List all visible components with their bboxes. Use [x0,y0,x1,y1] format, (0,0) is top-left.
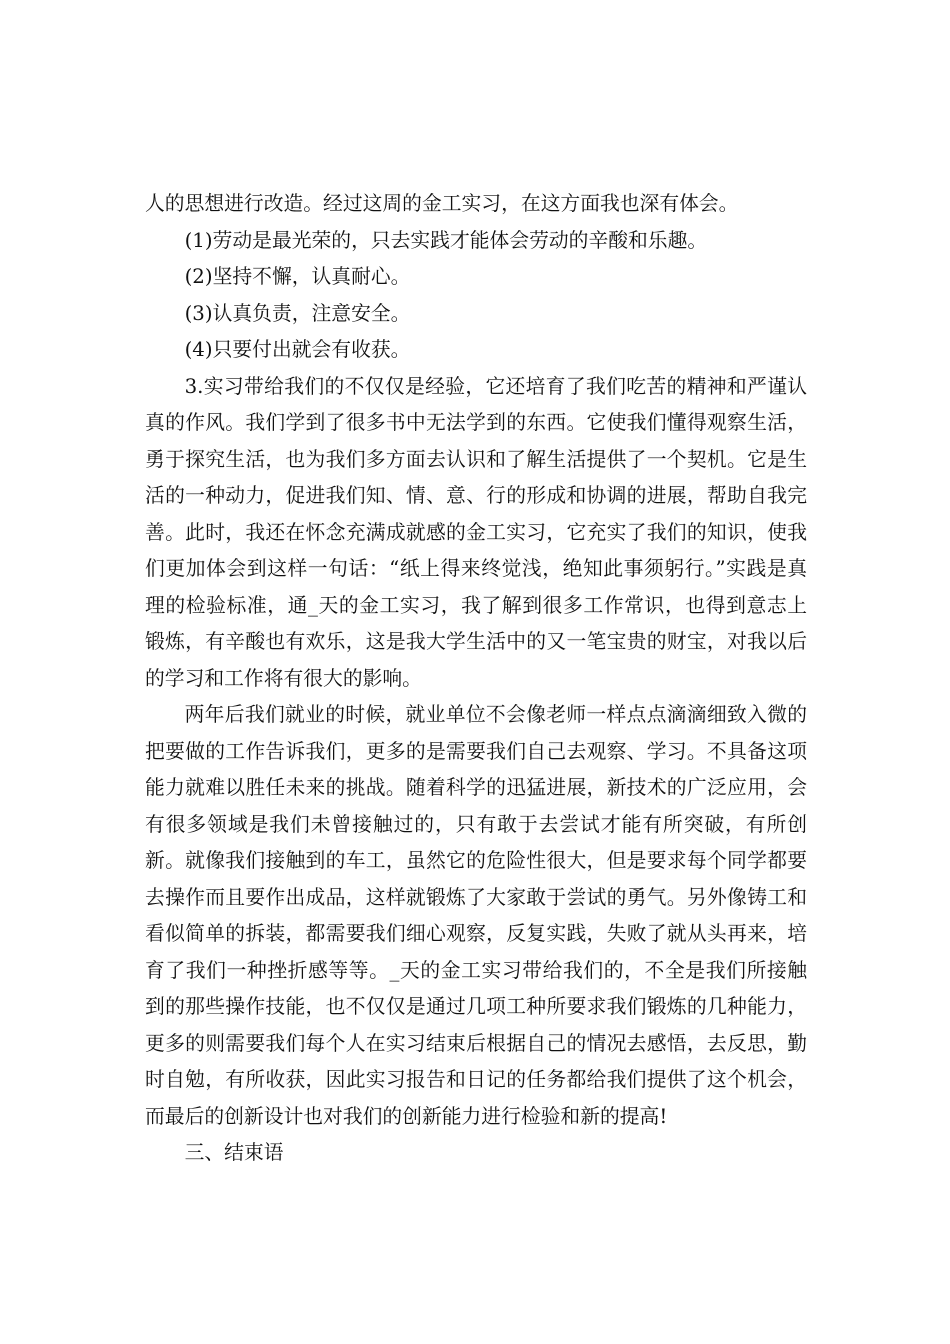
list-item-2: (2)坚持不懈，认真耐心。 [184,265,411,288]
section-heading-conclusion: 三、结束语 [184,1141,284,1164]
paragraph-continuation: 人的思想进行改造。经过这周的金工实习，在这方面我也深有体会。 [145,192,739,215]
list-item-3: (3)认真负责，注意安全。 [184,301,411,325]
list-item-4: (4)只要付出就会有收获。 [184,338,411,361]
paragraph-section-3: 3.实习带给我们的不仅仅是经验，它还培育了我们吃苦的精神和严谨认真的作风。我们学到了很多书中无法学到的东西。它使我们懂得观察生活，勇于探究生活，也为我们多方面去认识和了解生活提供了一个契机。它是生活的一种动力，促进我们知、情、意、行的形成和协调的进展，帮助自我完善。此时，我还在怀念充满成就感的金工实习，它充实了我们的知识，使我们更加体会到这样一句话：“纸上得来终觉浅，绝知此事须躬行。”实践是真理的检验标准，通_天的金工实习，我了解到很多工作常识，也得到意志上锻炼，有辛酸也有欢乐，这是我大学生活中的又一笔宝贵的财宝，对我以后的学习和工作将有很大的影响。 [145,374,807,690]
list-item-1: (1)劳动是最光荣的，只去实践才能体会劳动的辛酸和乐趣。 [184,228,708,252]
paragraph-employment: 两年后我们就业的时候，就业单位不会像老师一样点点滴滴细致入微的把要做的工作告诉我们，更多的是需要我们自己去观察、学习。不具备这项能力就难以胜任未来的挑战。随着科学的迅猛进展，新技术的广泛应用，会有很多领域是我们未曾接触过的，只有敢于去尝试才能有所突破，有所创新。就像我们接触到的车工，虽然它的危险性很大，但是要求每个同学都要去操作而且要作出成品，这样就锻炼了大家敢于尝试的勇气。另外像铸工和看似简单的拆装，都需要我们细心观察，反复实践，失败了就从头再来，培育了我们一种挫折感等等。_天的金工实习带给我们的，不全是我们所接触到的那些操作技能，也不仅仅是通过几项工种所要求我们锻炼的几种能力，更多的则需要我们每个人在实习结束后根据自己的情况去感悟，去反思，勤时自勉，有所收获，因此实习报告和日记的任务都给我们提供了这个机会，而最后的创新设计也对我们的创新能力进行检验和新的提高! [145,703,807,1128]
document-body [145,186,807,1172]
